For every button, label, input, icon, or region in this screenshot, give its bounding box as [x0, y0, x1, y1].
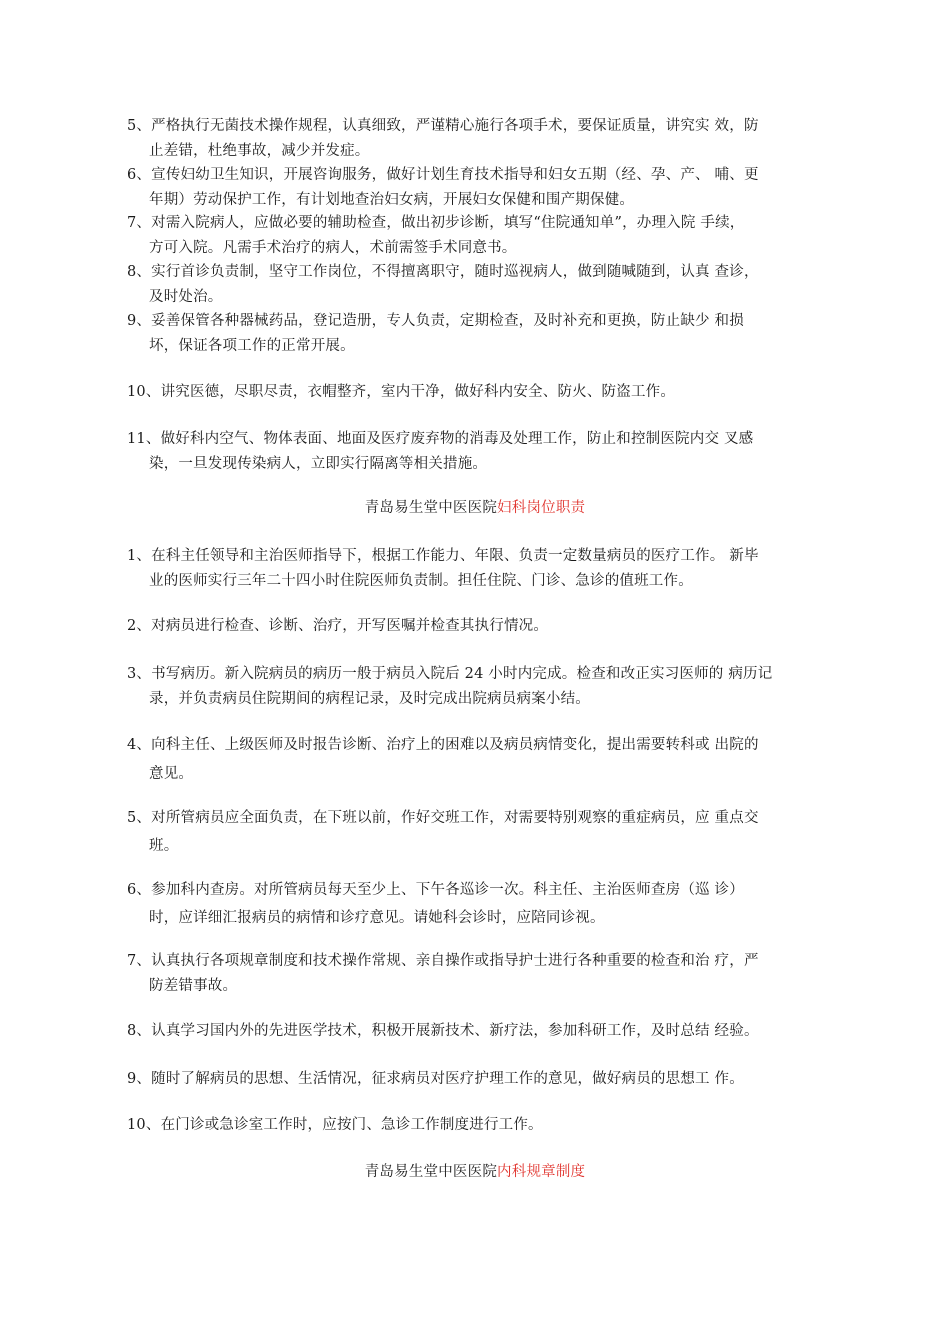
item-number: 11、 — [127, 431, 161, 447]
list-item — [127, 163, 827, 213]
item-number: 6、 — [127, 167, 152, 183]
item-number: 5、 — [127, 810, 152, 826]
item-number: 8、 — [127, 264, 152, 280]
item-text-line1: 认真学习国内外的先进医学技术，积极开展新技术、新疗法，参加科研工作，及时总结 经验。 — [151, 1023, 759, 1039]
heading-prefix: 青岛易生堂中医医院 — [364, 1164, 498, 1180]
section-heading — [0, 1160, 950, 1185]
item-number: 7、 — [127, 215, 152, 231]
item-text-line1: 对所管病员应全面负责，在下班以前，作好交班工作，对需要特别观察的重症病员，应 重点交 — [151, 810, 759, 826]
item-number: 9、 — [127, 1071, 152, 1087]
item-number: 2、 — [127, 618, 152, 634]
item-text-line1: 对病员进行检查、诊断、治疗，开写医嘱并检查其执行情况。 — [151, 618, 549, 634]
item-text-line1: 讲究医德，尽职尽责，衣帽整齐，室内干净，做好科内安全、防火、防盗工作。 — [160, 384, 676, 400]
item-text-line2: 班。 — [149, 838, 179, 854]
item-text-line1: 实行首诊负责制，坚守工作岗位，不得擅离职守，随时巡视病人，做到随喊随到，认真 查诊， — [151, 264, 759, 280]
item-text-line2: 时，应详细汇报病员的病情和诊疗意见。请她科会诊时，应陪同诊视。 — [149, 910, 605, 926]
item-text-line1: 参加科内查房。对所管病员每天至少上、下午各巡诊一次。科主任、主治医师查房（巡 诊） — [151, 882, 744, 898]
list-item — [127, 544, 827, 594]
list-item — [127, 949, 827, 999]
item-text-line2: 及时处治。 — [149, 289, 223, 305]
item-text-line1: 书写病历。新入院病员的病历一般于病员入院后 24 小时内完成。检查和改正实习医师的 病历记 — [151, 666, 773, 682]
item-text-line1: 宣传妇幼卫生知识，开展咨询服务，做好计划生育技术指导和妇女五期（经、孕、产、 哺、更 — [151, 167, 759, 183]
item-text-line2: 业的医师实行三年二十四小时住院医师负责制。担任住院、门诊、急诊的值班工作。 — [149, 573, 693, 589]
list-item — [127, 427, 827, 477]
item-text-line2: 年期）劳动保护工作，有计划地查治妇女病，开展妇女保健和围产期保健。 — [149, 192, 635, 208]
heading-highlight: 内科规章制度 — [497, 1164, 586, 1180]
item-text-line2: 防差错事故。 — [149, 978, 238, 994]
list-item — [127, 806, 827, 859]
item-number: 1、 — [127, 548, 152, 564]
list-item — [127, 114, 827, 164]
item-number: 3、 — [127, 666, 152, 682]
item-text-line2: 录，并负责病员住院期间的病程记录，及时完成出院病员病案小结。 — [149, 691, 590, 707]
section-heading — [0, 496, 950, 521]
item-text-line2: 方可入院。凡需手术治疗的病人，术前需签手术同意书。 — [149, 240, 517, 256]
item-number: 4、 — [127, 737, 152, 753]
heading-highlight: 妇科岗位职责 — [497, 500, 586, 516]
list-item — [127, 878, 827, 931]
item-text-line1: 向科主任、上级医师及时报告诊断、治疗上的困难以及病员病情变化，提出需要转科或 出院的 — [151, 737, 759, 753]
item-text-line2: 染，一旦发现传染病人，立即实行隔离等相关措施。 — [149, 456, 488, 472]
item-text-line1: 妥善保管各种器械药品，登记造册，专人负责，定期检查，及时补充和更换，防止缺少 和损 — [151, 313, 744, 329]
list-item — [127, 211, 827, 261]
heading-prefix: 青岛易生堂中医医院 — [364, 500, 498, 516]
item-number: 7、 — [127, 953, 152, 969]
item-text-line1: 对需入院病人，应做必要的辅助检查，做出初步诊断，填写“住院通知单”，办理入院 手续， — [151, 215, 745, 231]
list-item — [127, 1067, 827, 1092]
item-number: 10、 — [127, 384, 161, 400]
list-item — [127, 1113, 827, 1138]
item-text-line1: 在科主任领导和主治医师指导下，根据工作能力、年限、负责一定数量病员的医疗工作。 新毕 — [151, 548, 759, 564]
item-text-line1: 随时了解病员的思想、生活情况，征求病员对医疗护理工作的意见，做好病员的思想工 作。 — [151, 1071, 744, 1087]
item-number: 5、 — [127, 118, 152, 134]
item-text-line2: 意见。 — [149, 766, 194, 782]
item-number: 9、 — [127, 313, 152, 329]
item-number: 10、 — [127, 1117, 161, 1133]
item-text-line1: 做好科内空气、物体表面、地面及医疗废弃物的消毒及处理工作，防止和控制医院内交 叉感 — [160, 431, 754, 447]
list-item — [127, 260, 827, 310]
item-number: 6、 — [127, 882, 152, 898]
list-item — [127, 309, 827, 359]
list-item — [127, 380, 827, 405]
item-text-line2: 止差错，杜绝事故，减少并发症。 — [149, 143, 370, 159]
item-text-line2: 坏，保证各项工作的正常开展。 — [149, 338, 355, 354]
list-item — [127, 733, 827, 787]
list-item — [127, 662, 827, 712]
item-text-line1: 认真执行各项规章制度和技术操作常规、亲自操作或指导护士进行各种重要的检查和治 疗，严 — [151, 953, 759, 969]
item-text-line1: 严格执行无菌技术操作规程，认真细致，严谨精心施行各项手术，要保证质量，讲究实 效，防 — [151, 118, 759, 134]
item-text-line1: 在门诊或急诊室工作时，应按门、急诊工作制度进行工作。 — [160, 1117, 543, 1133]
list-item — [127, 1019, 827, 1044]
item-number: 8、 — [127, 1023, 152, 1039]
list-item — [127, 614, 827, 639]
